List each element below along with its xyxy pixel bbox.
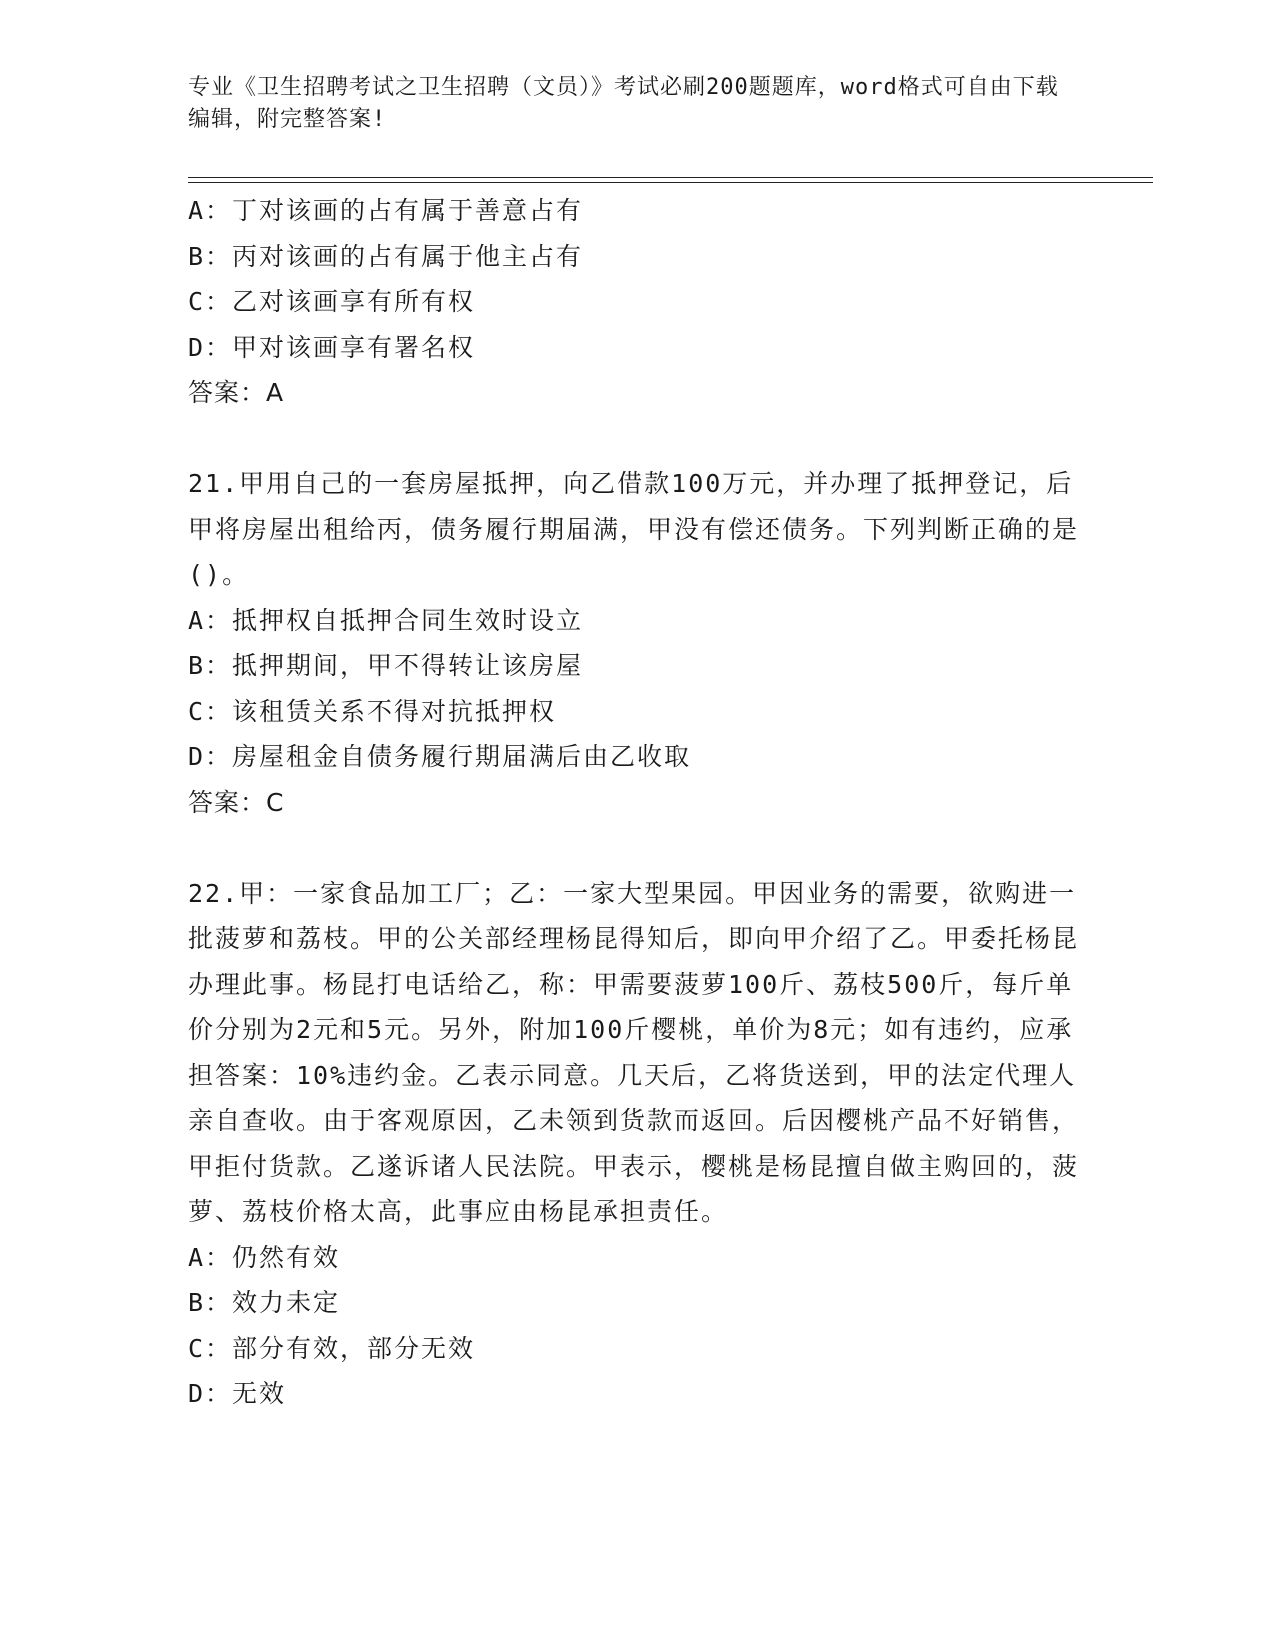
spacer xyxy=(188,825,1088,871)
option-d: D：甲对该画享有署名权 xyxy=(188,332,476,362)
option-b: B：丙对该画的占有属于他主占有 xyxy=(188,241,584,271)
option-c: C：乙对该画享有所有权 xyxy=(188,287,476,316)
option-a: A：仍然有效 xyxy=(188,1242,341,1272)
option-a: A：丁对该画的占有属于善意占有 xyxy=(188,196,584,225)
option-d: D：房屋租金自债务履行期届满后由乙收取 xyxy=(188,742,692,771)
option-a: A：抵押权自抵押合同生效时设立 xyxy=(188,605,584,635)
document-body xyxy=(188,188,1088,1417)
option-b: B：效力未定 xyxy=(188,1288,341,1317)
option-d: D：无效 xyxy=(188,1379,287,1408)
option-b: B：抵押期间，甲不得转让该房屋 xyxy=(188,651,584,680)
question-text: 21.甲用自己的一套房屋抵押，向乙借款100万元，并办理了抵押登记，后甲将房屋出租给丙，债务履行期届满，甲没有偿还债务。下列判断正确的是()。 xyxy=(188,469,1080,589)
answer-line: 答案：C xyxy=(188,787,285,817)
question-block-22 xyxy=(188,871,1088,1417)
header-rule-top xyxy=(188,177,1153,178)
option-c: C：该租赁关系不得对抗抵押权 xyxy=(188,696,557,726)
question-block-21 xyxy=(188,461,1088,825)
page-header: 专业《卫生招聘考试之卫生招聘（文员）》考试必刷200题题库，word格式可自由下载编辑，附完整答案! xyxy=(188,75,1059,132)
header-rule-bottom xyxy=(188,182,1153,183)
answer-line: 答案：A xyxy=(188,378,285,407)
question-text: 22.甲：一家食品加工厂；乙：一家大型果园。甲因业务的需要，欲购进一批菠萝和荔枝。甲的公关部经理杨昆得知后，即向甲介绍了乙。甲委托杨昆办理此事。杨昆打电话给乙，称：甲需要菠萝100斤、荔枝500斤，每斤单价分别为2元和5元。另外，附加100斤樱桃，单价为8元；如有违约，应承担答案：10%违约金。乙表示同意。几天后，乙将货送到，甲的法定代理人亲自查收。由于客观原因，乙未领到货款而返回。后因樱桃产品不好销售，甲拒付货款。乙遂诉诸人民法院。甲表示，樱桃是杨昆擅自做主购回的，菠萝、荔枝价格太高，此事应由杨昆承担责任。 xyxy=(188,878,1080,1226)
spacer xyxy=(188,416,1088,462)
option-c: C：部分有效，部分无效 xyxy=(188,1333,476,1363)
question-block-20 xyxy=(188,188,1088,416)
